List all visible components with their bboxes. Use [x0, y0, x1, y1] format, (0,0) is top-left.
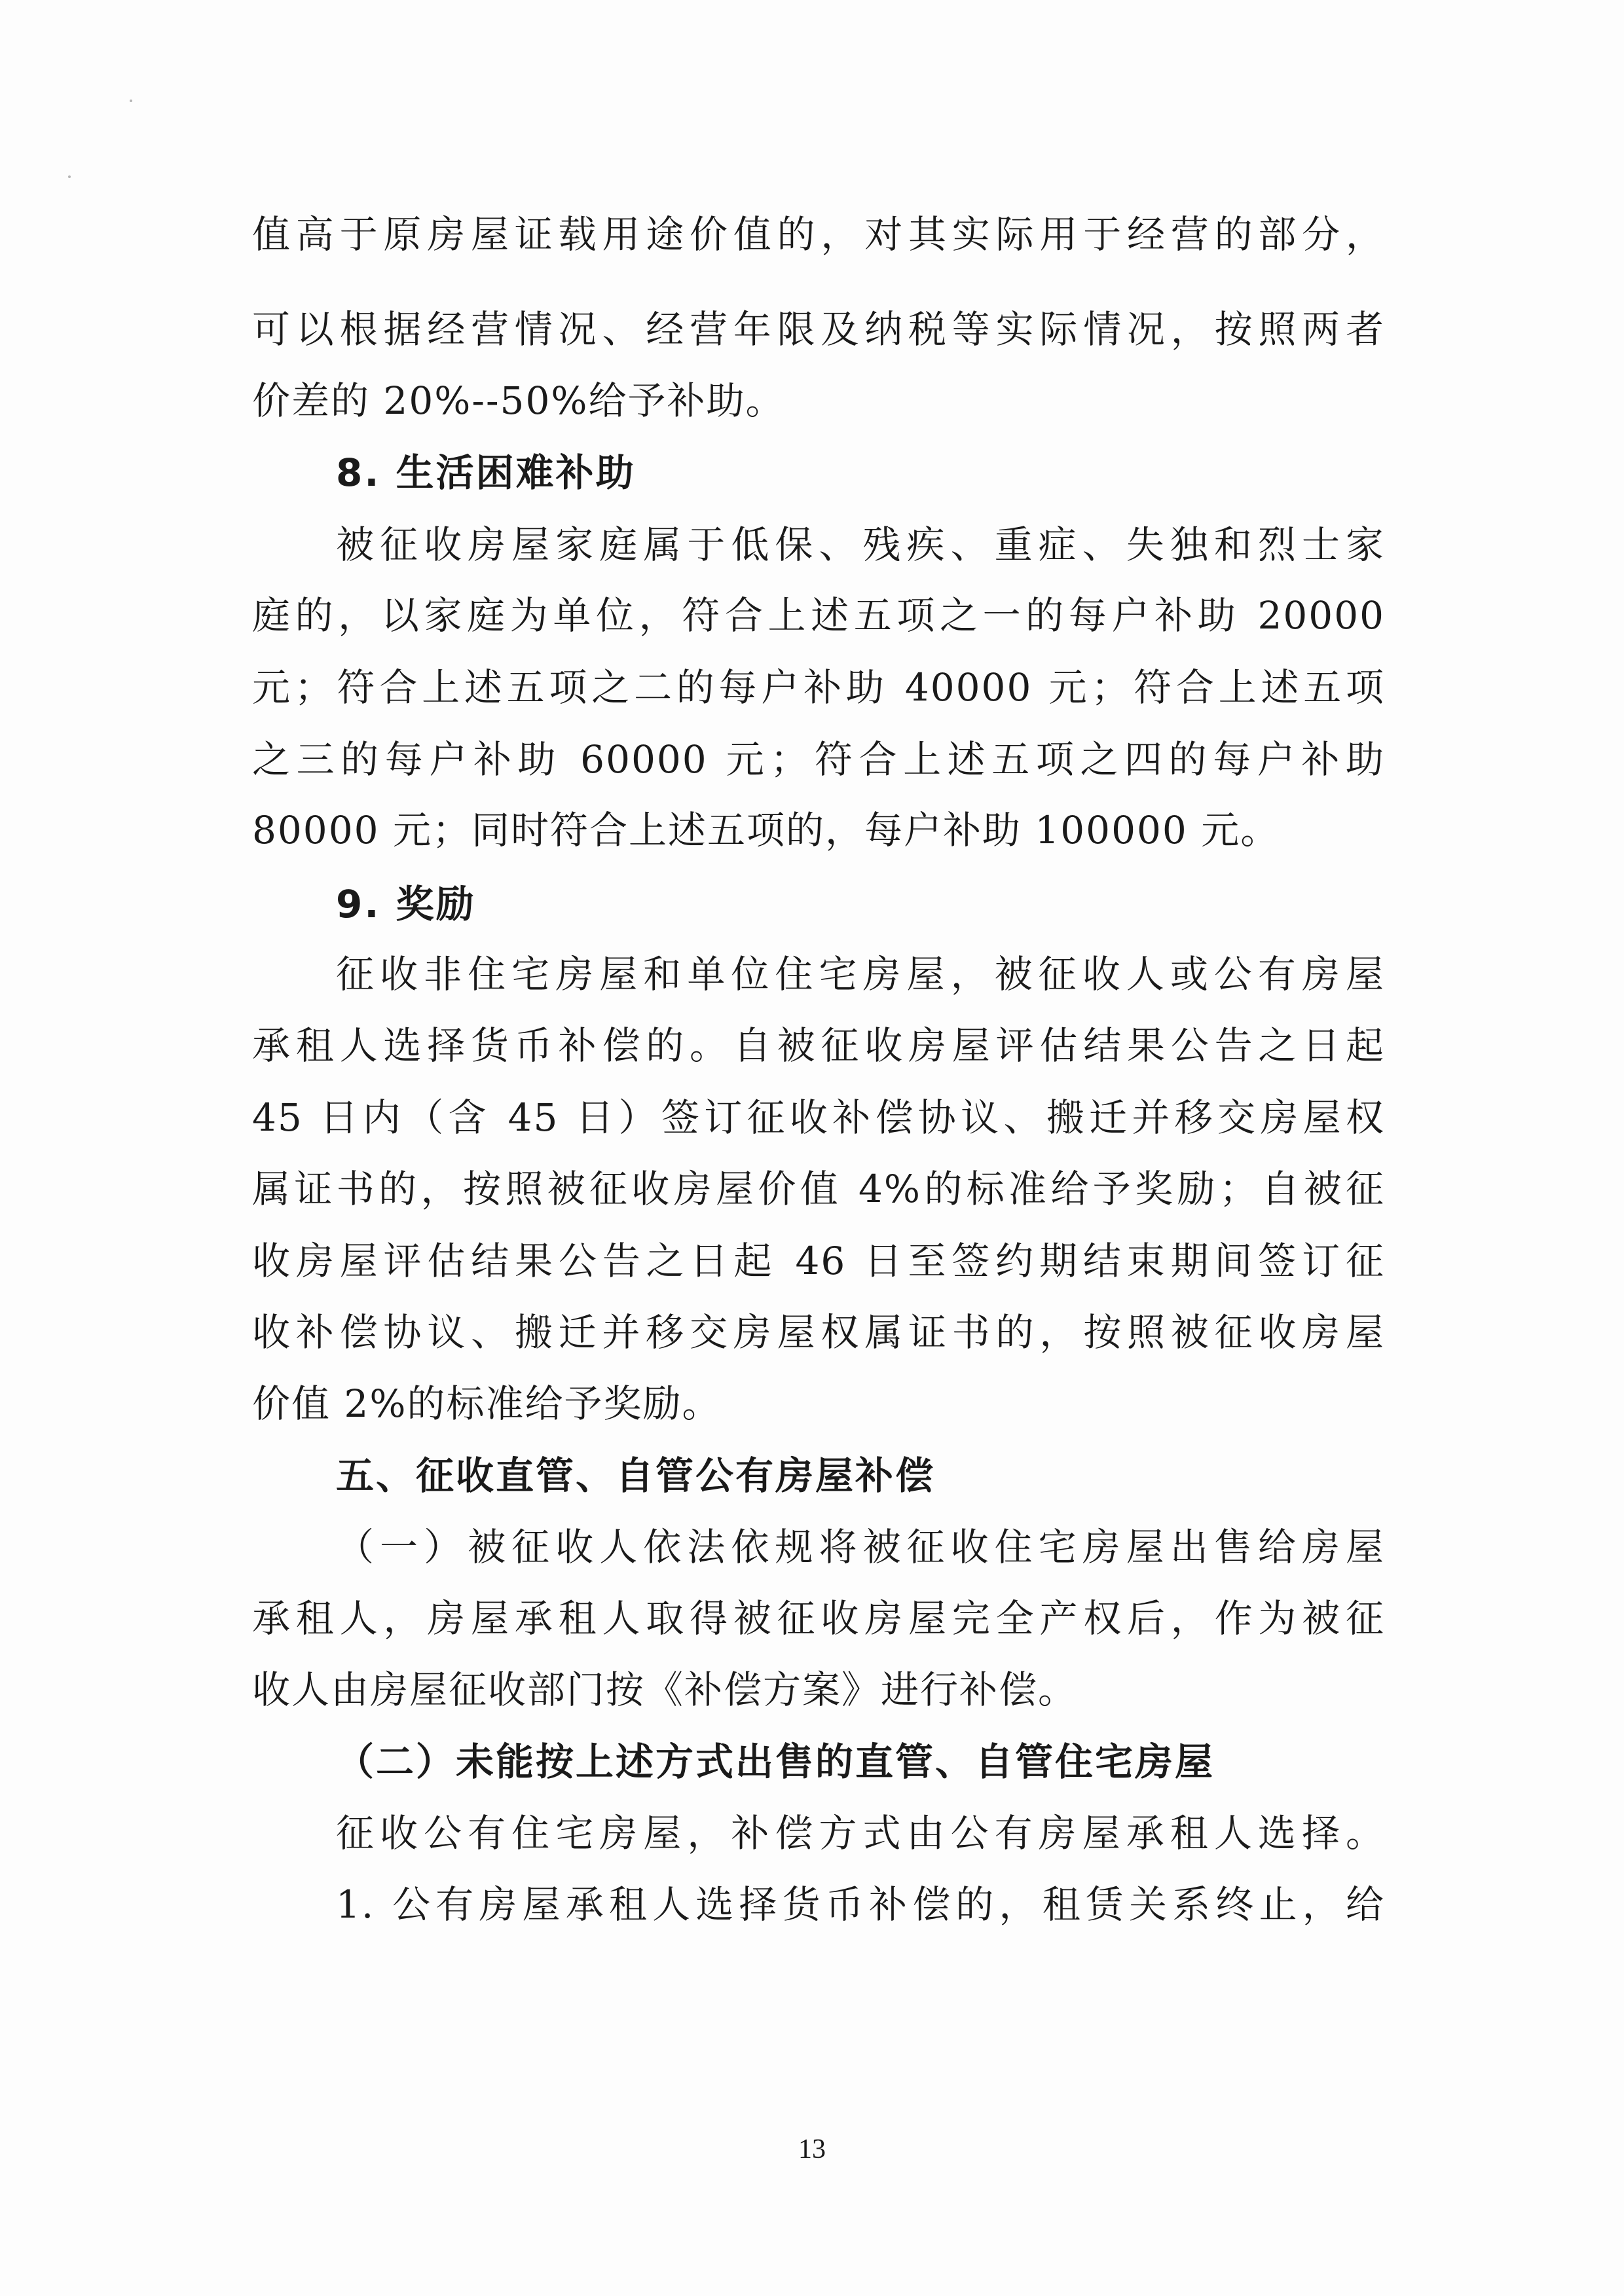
page-number: 13 — [798, 2134, 826, 2164]
section-heading: 五、征收直管、自管公有房屋补偿 — [336, 1453, 936, 1498]
body-line: 征收公有住宅房屋，补偿方式由公有房屋承租人选择。 — [336, 1811, 1385, 1855]
body-line: 价差的 20%--50%给予补助。 — [252, 378, 785, 423]
body-line: 可以根据经营情况、经营年限及纳税等实际情况，按照两者 — [252, 307, 1385, 352]
scan-speck — [130, 100, 132, 102]
body-line: 属证书的，按照被征收房屋价值 4%的标准给予奖励；自被征 — [252, 1167, 1385, 1211]
body-line: 收补偿协议、搬迁并移交房屋权属证书的，按照被征收房屋 — [252, 1310, 1385, 1355]
body-line: 征收非住宅房屋和单位住宅房屋，被征收人或公有房屋 — [336, 952, 1385, 996]
scan-speck — [68, 175, 71, 178]
body-line: （一）被征收人依法依规将被征收住宅房屋出售给房屋 — [336, 1525, 1385, 1569]
body-line: 承租人，房屋承租人取得被征收房屋完全产权后，作为被征 — [252, 1596, 1385, 1641]
body-line: 80000 元；同时符合上述五项的，每户补助 100000 元。 — [252, 808, 1280, 852]
body-line: 价值 2%的标准给予奖励。 — [252, 1381, 722, 1426]
body-line: 被征收房屋家庭属于低保、残疾、重症、失独和烈士家 — [336, 522, 1385, 567]
body-line: 45 日内（含 45 日）签订征收补偿协议、搬迁并移交房屋权 — [252, 1095, 1385, 1140]
body-line: 收人由房屋征收部门按《补偿方案》进行补偿。 — [252, 1667, 1078, 1712]
body-line: 1. 公有房屋承租人选择货币补偿的，租赁关系终止，给 — [336, 1882, 1385, 1927]
body-line: 之三的每户补助 60000 元；符合上述五项之四的每户补助 — [252, 737, 1385, 782]
body-line: 收房屋评估结果公告之日起 46 日至签约期结束期间签订征 — [252, 1239, 1385, 1283]
body-line: 承租人选择货币补偿的。自被征收房屋评估结果公告之日起 — [252, 1023, 1385, 1068]
section-heading: 8. 生活困难补助 — [336, 450, 636, 495]
body-line: 值高于原房屋证载用途价值的，对其实际用于经营的部分， — [252, 212, 1385, 257]
section-heading: 9. 奖励 — [336, 882, 476, 926]
body-line: 庭的，以家庭为单位，符合上述五项之一的每户补助 20000 — [252, 593, 1385, 638]
body-line: 元；符合上述五项之二的每户补助 40000 元；符合上述五项 — [252, 665, 1385, 710]
section-heading: （二）未能按上述方式出售的直管、自管住宅房屋 — [336, 1740, 1215, 1784]
